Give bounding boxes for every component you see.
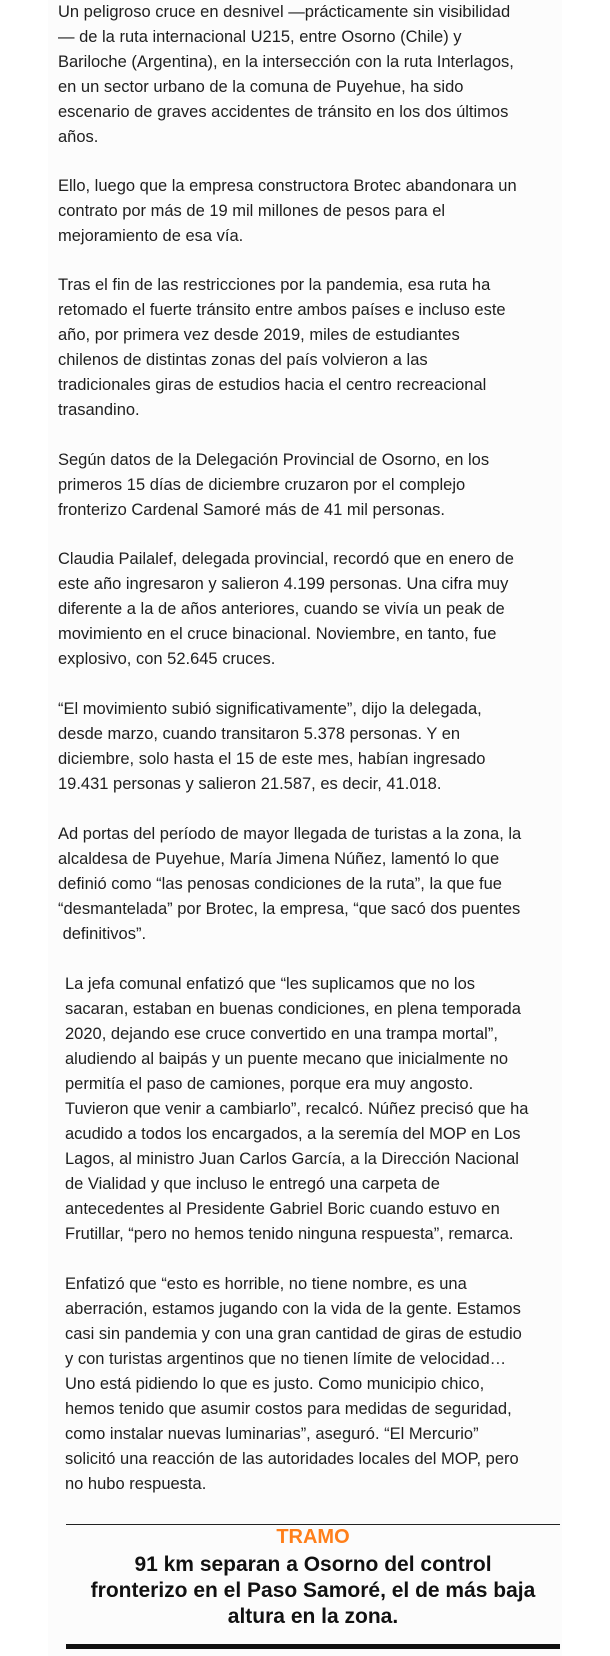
- text-line: de Vialidad y que incluso le entregó una carpeta de: [65, 1175, 440, 1193]
- text-line: alcaldesa de Puyehue, María Jimena Núñez, lamentó lo que: [58, 850, 500, 868]
- text-line: escenario de graves accidentes de tránsito en los dos últimos: [58, 103, 509, 121]
- text-line: este año ingresaron y salieron 4.199 personas. Una cifra muy: [58, 575, 509, 593]
- text-line: contrato por más de 19 mil millones de pesos para el: [58, 202, 446, 220]
- callout-line: fronterizo en el Paso Samoré, el de más baja: [90, 1579, 536, 1602]
- callout-title: TRAMO: [276, 1526, 350, 1548]
- paragraph: [58, 822, 521, 947]
- text-line: “El movimiento subió significativamente”, dijo la delegada,: [58, 700, 482, 718]
- callout-line: 91 km separan a Osorno del control: [134, 1553, 492, 1576]
- text-line: Un peligroso cruce en desnivel —prácticamente sin visibilidad: [58, 3, 511, 21]
- text-line: como instalar nuevas luminarias”, aseguró. “El Mercurio”: [65, 1425, 479, 1443]
- text-line: “desmantelada” por Brotec, la empresa, “que sacó dos puentes: [58, 900, 521, 918]
- text-line: movimiento en el cruce binacional. Noviembre, en tanto, fue: [58, 625, 497, 643]
- text-line: año, por primera vez desde 2019, miles de estudiantes: [58, 326, 460, 344]
- paragraph: [58, 448, 489, 523]
- text-line: definitivos”.: [58, 925, 147, 943]
- text-line: sacaran, estaban en buenas condiciones, en plena temporada: [65, 1000, 521, 1018]
- text-line: permitía el paso de camiones, porque era muy angosto.: [65, 1075, 474, 1093]
- text-line: retomado el fuerte tránsito entre ambos países e incluso este: [58, 301, 506, 319]
- text-line: Tras el fin de las restricciones por la pandemia, esa ruta ha: [58, 276, 491, 294]
- text-line: Bariloche (Argentina), en la intersección con la ruta Interlagos,: [58, 53, 514, 71]
- text-line: explosivo, con 52.645 cruces.: [58, 650, 276, 668]
- text-line: tradicionales giras de estudios hacia el centro recreacional: [58, 376, 487, 394]
- text-line: desde marzo, cuando transitaron 5.378 personas. Y en: [58, 725, 461, 743]
- text-line: chilenos de distintas zonas del país volvieron a las: [58, 351, 428, 369]
- text-line: Lagos, al ministro Juan Carlos García, a la Dirección Nacional: [65, 1150, 519, 1168]
- text-line: — de la ruta internacional U215, entre Osorno (Chile) y: [58, 28, 462, 46]
- callout-text: [66, 1552, 560, 1630]
- text-line: aberración, estamos jugando con la vida de la gente. Estamos: [65, 1300, 521, 1318]
- text-line: casi sin pandemia y con una gran cantidad de giras de estudio: [65, 1325, 522, 1343]
- text-line: diciembre, solo hasta el 15 de este mes, habían ingresado: [58, 750, 486, 768]
- text-line: La jefa comunal enfatizó que “les suplicamos que no los: [65, 975, 475, 993]
- text-line: 19.431 personas y salieron 21.587, es decir, 41.018.: [58, 775, 442, 793]
- paragraph: [58, 0, 514, 150]
- paragraph: [58, 174, 517, 249]
- text-line: hemos tenido que asumir costos para medidas de seguridad,: [65, 1400, 512, 1418]
- text-line: Ello, luego que la empresa constructora Brotec abandonara un: [58, 177, 517, 195]
- callout-bottom-rule: [66, 1644, 560, 1649]
- paragraph: [65, 972, 528, 1247]
- text-line: Ad portas del período de mayor llegada de turistas a la zona, la: [58, 825, 522, 843]
- text-line: Tuvieron que venir a cambiarlo”, recalcó. Núñez precisó que ha: [65, 1100, 529, 1118]
- paragraph: [58, 273, 506, 423]
- text-line: antecedentes al Presidente Gabriel Boric cuando estuvo en: [65, 1200, 500, 1218]
- text-line: fronterizo Cardenal Samoré más de 41 mil personas.: [58, 501, 446, 519]
- paragraph: [58, 547, 514, 672]
- text-line: Claudia Pailalef, delegada provincial, recordó que en enero de: [58, 550, 514, 568]
- text-line: solicitó una reacción de las autoridades locales del MOP, pero: [65, 1450, 519, 1468]
- text-line: en un sector urbano de la comuna de Puyehue, ha sido: [58, 78, 464, 96]
- text-line: Según datos de la Delegación Provincial de Osorno, en los: [58, 451, 490, 469]
- paragraph: [65, 1272, 522, 1497]
- text-line: aludiendo al baipás y un puente mecano que inicialmente no: [65, 1050, 509, 1068]
- text-line: mejoramiento de esa vía.: [58, 227, 244, 245]
- text-line: y con turistas argentinos que no tienen límite de velocidad…: [65, 1350, 507, 1368]
- text-line: acudido a todos los encargados, a la seremía del MOP en Los: [65, 1125, 521, 1143]
- text-line: 2020, dejando ese cruce convertido en una trampa mortal”,: [65, 1025, 498, 1043]
- text-line: trasandino.: [58, 401, 140, 419]
- text-line: definió como “las penosas condiciones de la ruta”, la que fue: [58, 875, 502, 893]
- paragraph: [58, 697, 485, 797]
- text-line: Uno está pidiendo lo que es justo. Como municipio chico,: [65, 1375, 485, 1393]
- text-line: años.: [58, 128, 99, 146]
- text-line: primeros 15 días de diciembre cruzaron por el complejo: [58, 476, 466, 494]
- text-line: no hubo respuesta.: [65, 1475, 207, 1493]
- text-line: Frutillar, “pero no hemos tenido ninguna respuesta”, remarca.: [65, 1225, 514, 1243]
- text-line: Enfatizó que “esto es horrible, no tiene nombre, es una: [65, 1275, 467, 1293]
- text-line: diferente a la de años anteriores, cuando se vivía un peak de: [58, 600, 505, 618]
- callout-line: altura en la zona.: [227, 1605, 399, 1628]
